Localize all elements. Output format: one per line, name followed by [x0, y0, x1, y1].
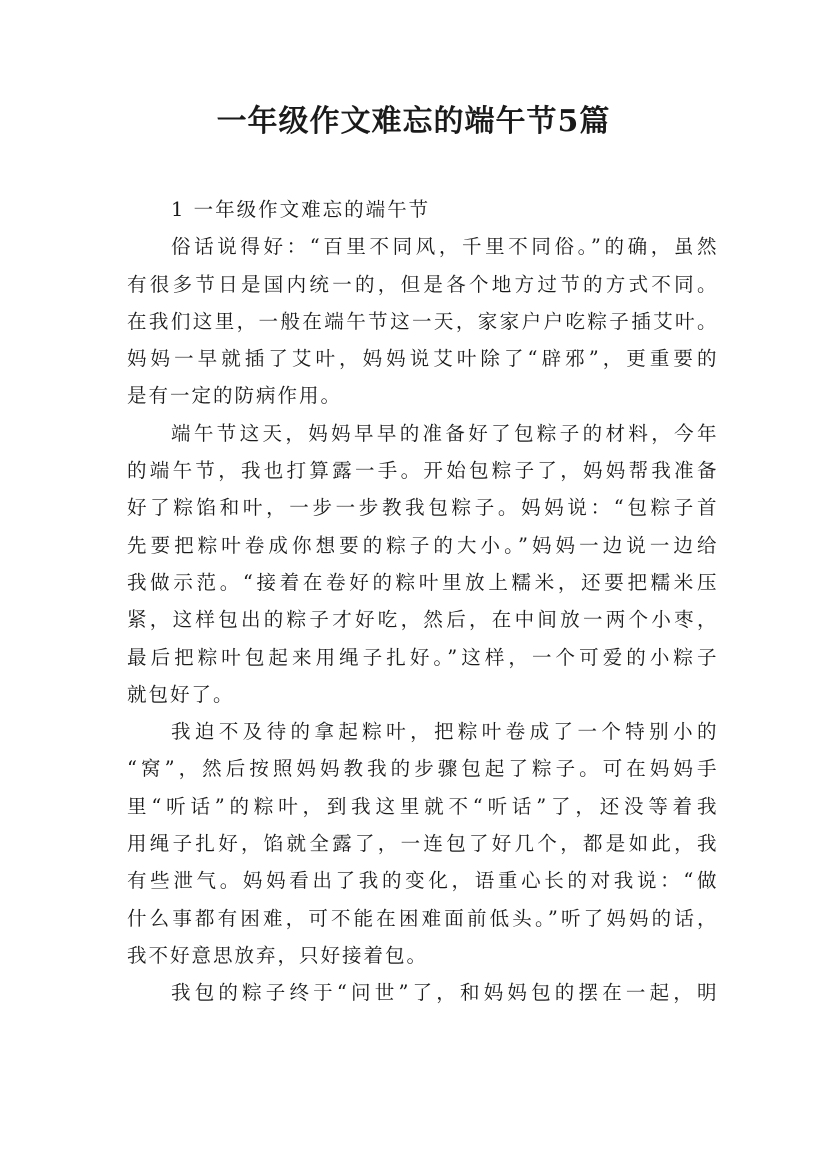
- text-line: 有很多节日是国内统一的，但是各个地方过节的方式不同。: [127, 272, 717, 296]
- text-line: 就包好了。: [127, 682, 235, 706]
- document-title: 一年级作文难忘的端午节5篇: [216, 104, 611, 139]
- text-line: “窝”，然后按照妈妈教我的步骤包起了粽子。可在妈妈手: [127, 757, 717, 781]
- text-line: 妈妈一早就插了艾叶，妈妈说艾叶除了“辟邪”，更重要的: [127, 347, 717, 371]
- text-line: 有些泄气。妈妈看出了我的变化，语重心长的对我说：“做: [127, 869, 717, 893]
- text-line: 我迫不及待的拿起粽叶，把粽叶卷成了一个特别小的: [171, 720, 717, 744]
- text-line: 端午节这天，妈妈早早的准备好了包粽子的材料，今年: [171, 421, 717, 445]
- text-line: 在我们这里，一般在端午节这一天，家家户户吃粽子插艾叶。: [127, 309, 717, 333]
- text-line: 用绳子扎好，馅就全露了，一连包了好几个，都是如此，我: [127, 832, 717, 856]
- text-line: 我包的粽子终于“问世”了，和妈妈包的摆在一起，明: [171, 981, 717, 1005]
- text-line: 我不好意思放弃，只好接着包。: [127, 943, 429, 967]
- text-line: 我做示范。“接着在卷好的粽叶里放上糯米，还要把糯米压: [127, 570, 717, 594]
- text-line: 是有一定的防病作用。: [127, 384, 343, 408]
- text-line: 先要把粽叶卷成你想要的粽子的大小。”妈妈一边说一边给: [127, 533, 717, 557]
- text-line: 紧，这样包出的粽子才好吃，然后，在中间放一两个小枣，: [127, 608, 717, 632]
- document-body: [127, 191, 717, 1012]
- text-line: 里“听话”的粽叶，到我这里就不“听话”了，还没等着我: [127, 794, 717, 818]
- text-line: 的端午节，我也打算露一手。开始包粽子了，妈妈帮我准备: [127, 459, 717, 483]
- text-line: 俗话说得好：“百里不同风，千里不同俗。”的确，虽然: [171, 235, 717, 259]
- text-line: 最后把粽叶包起来用绳子扎好。”这样，一个可爱的小粽子: [127, 645, 717, 669]
- section-heading: 1 一年级作文难忘的端午节: [171, 198, 431, 221]
- text-line: 好了粽馅和叶，一步一步教我包粽子。妈妈说：“包粽子首: [127, 496, 717, 520]
- text-line: 什么事都有困难，可不能在困难面前低头。”听了妈妈的话，: [127, 906, 717, 930]
